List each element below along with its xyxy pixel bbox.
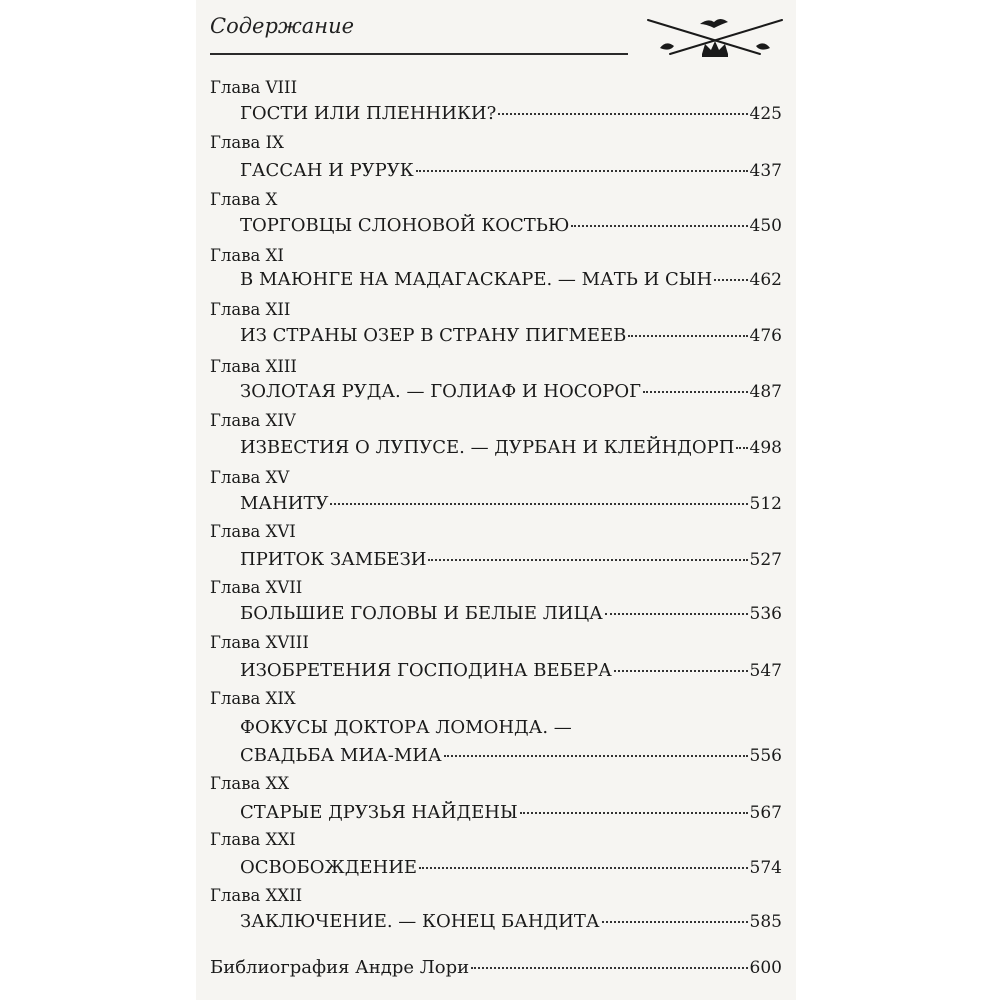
chapter-label: Глава XXII bbox=[210, 886, 303, 905]
chapter-label: Глава XI bbox=[210, 246, 284, 265]
leader-dots bbox=[605, 613, 748, 615]
entry-title: ИЗВЕСТИЯ О ЛУПУСЕ. — ДУРБАН И КЛЕЙНДОРП bbox=[240, 437, 735, 458]
chapter-label: Глава XXI bbox=[210, 830, 296, 849]
crossed-sabers-crown-icon bbox=[640, 14, 790, 62]
toc-entry[interactable] bbox=[240, 602, 782, 626]
leader-dots bbox=[602, 921, 748, 923]
leader-dots bbox=[444, 755, 748, 757]
page-number: 462 bbox=[749, 270, 782, 290]
toc-entry-bibliography[interactable] bbox=[210, 956, 782, 980]
entry-title: ГАССАН И РУРУК bbox=[240, 160, 414, 181]
leader-dots bbox=[471, 967, 747, 969]
chapter-label: Глава IX bbox=[210, 133, 284, 152]
chapter-label: Глава XIII bbox=[210, 357, 297, 376]
toc-entry[interactable] bbox=[240, 910, 782, 934]
leader-dots bbox=[571, 225, 747, 227]
entry-title: ГОСТИ ИЛИ ПЛЕННИКИ? bbox=[240, 103, 497, 124]
page-number: 476 bbox=[749, 326, 782, 346]
entry-title: СТАРЫЕ ДРУЗЬЯ НАЙДЕНЫ bbox=[240, 802, 518, 823]
entry-title: ИЗ СТРАНЫ ОЗЕР В СТРАНУ ПИГМЕЕВ bbox=[240, 325, 627, 346]
entry-title: ЗАКЛЮЧЕНИЕ. — КОНЕЦ БАНДИТА bbox=[240, 911, 600, 932]
entry-title: В МАЮНГЕ НА МАДАГАСКАРЕ. — МАТЬ И СЫН bbox=[240, 269, 713, 290]
toc-entry[interactable] bbox=[240, 492, 782, 516]
chapter-label: Глава VIII bbox=[210, 78, 298, 97]
chapter-label: Глава X bbox=[210, 190, 278, 209]
chapter-label: Глава XVIII bbox=[210, 633, 309, 652]
chapter-label: Глава XIX bbox=[210, 689, 296, 708]
page-number: 585 bbox=[749, 912, 782, 932]
leader-dots bbox=[419, 867, 748, 869]
toc-entry[interactable] bbox=[240, 324, 782, 348]
toc-entry[interactable] bbox=[240, 436, 782, 460]
toc-entry[interactable] bbox=[240, 214, 782, 238]
page-header bbox=[210, 14, 790, 62]
entry-title: ЗОЛОТАЯ РУДА. — ГОЛИАФ И НОСОРОГ bbox=[240, 381, 642, 402]
page-number: 527 bbox=[749, 550, 782, 570]
entry-title-line-1: ФОКУСЫ ДОКТОРА ЛОМОНДА. — bbox=[240, 717, 572, 738]
entry-title: ОСВОБОЖДЕНИЕ bbox=[240, 857, 418, 878]
page-number: 437 bbox=[749, 161, 782, 181]
toc-entry[interactable] bbox=[240, 744, 782, 768]
leader-dots bbox=[714, 279, 747, 281]
entry-title: СВАДЬБА МИА-МИА bbox=[240, 745, 442, 766]
chapter-label: Глава XII bbox=[210, 300, 291, 319]
chapter-label: Глава XVI bbox=[210, 522, 296, 541]
leader-dots bbox=[643, 391, 747, 393]
header-rule bbox=[210, 53, 628, 55]
page-number: 450 bbox=[749, 216, 782, 236]
toc-entry[interactable] bbox=[240, 856, 782, 880]
leader-dots bbox=[498, 113, 747, 115]
toc-entry[interactable] bbox=[240, 102, 782, 126]
toc-entry[interactable] bbox=[240, 659, 782, 683]
chapter-label: Глава XVII bbox=[210, 578, 303, 597]
page-title: Содержание bbox=[210, 14, 355, 38]
leader-dots bbox=[330, 503, 747, 505]
leader-dots bbox=[520, 812, 748, 814]
page-number: 574 bbox=[749, 858, 782, 878]
page-number: 600 bbox=[749, 958, 782, 978]
page-number: 498 bbox=[749, 438, 782, 458]
leader-dots bbox=[628, 335, 747, 337]
leader-dots bbox=[416, 170, 748, 172]
chapter-label: Глава XX bbox=[210, 774, 290, 793]
toc-entry[interactable] bbox=[240, 268, 782, 292]
toc-entry[interactable] bbox=[240, 801, 782, 825]
leader-dots bbox=[736, 447, 747, 449]
entry-title: ПРИТОК ЗАМБЕЗИ bbox=[240, 549, 427, 570]
chapter-label: Глава XIV bbox=[210, 411, 296, 430]
page-number: 556 bbox=[749, 746, 782, 766]
toc-entry[interactable] bbox=[240, 159, 782, 183]
page-number: 536 bbox=[749, 604, 782, 624]
page-number: 512 bbox=[749, 494, 782, 514]
entry-title: ИЗОБРЕТЕНИЯ ГОСПОДИНА ВЕБЕРА bbox=[240, 660, 612, 681]
leader-dots bbox=[428, 559, 747, 561]
leader-dots bbox=[614, 670, 748, 672]
entry-title: ТОРГОВЦЫ СЛОНОВОЙ КОСТЬЮ bbox=[240, 215, 570, 236]
chapter-label: Глава XV bbox=[210, 468, 290, 487]
page-number: 487 bbox=[749, 382, 782, 402]
toc-entry[interactable] bbox=[240, 548, 782, 572]
entry-title: БОЛЬШИЕ ГОЛОВЫ И БЕЛЫЕ ЛИЦА bbox=[240, 603, 603, 624]
entry-title: МАНИТУ bbox=[240, 493, 329, 514]
toc-entry[interactable] bbox=[240, 380, 782, 404]
page-number: 567 bbox=[749, 803, 782, 823]
entry-title: Библиография Андре Лори bbox=[210, 957, 470, 978]
page-number: 425 bbox=[749, 104, 782, 124]
page-number: 547 bbox=[749, 661, 782, 681]
